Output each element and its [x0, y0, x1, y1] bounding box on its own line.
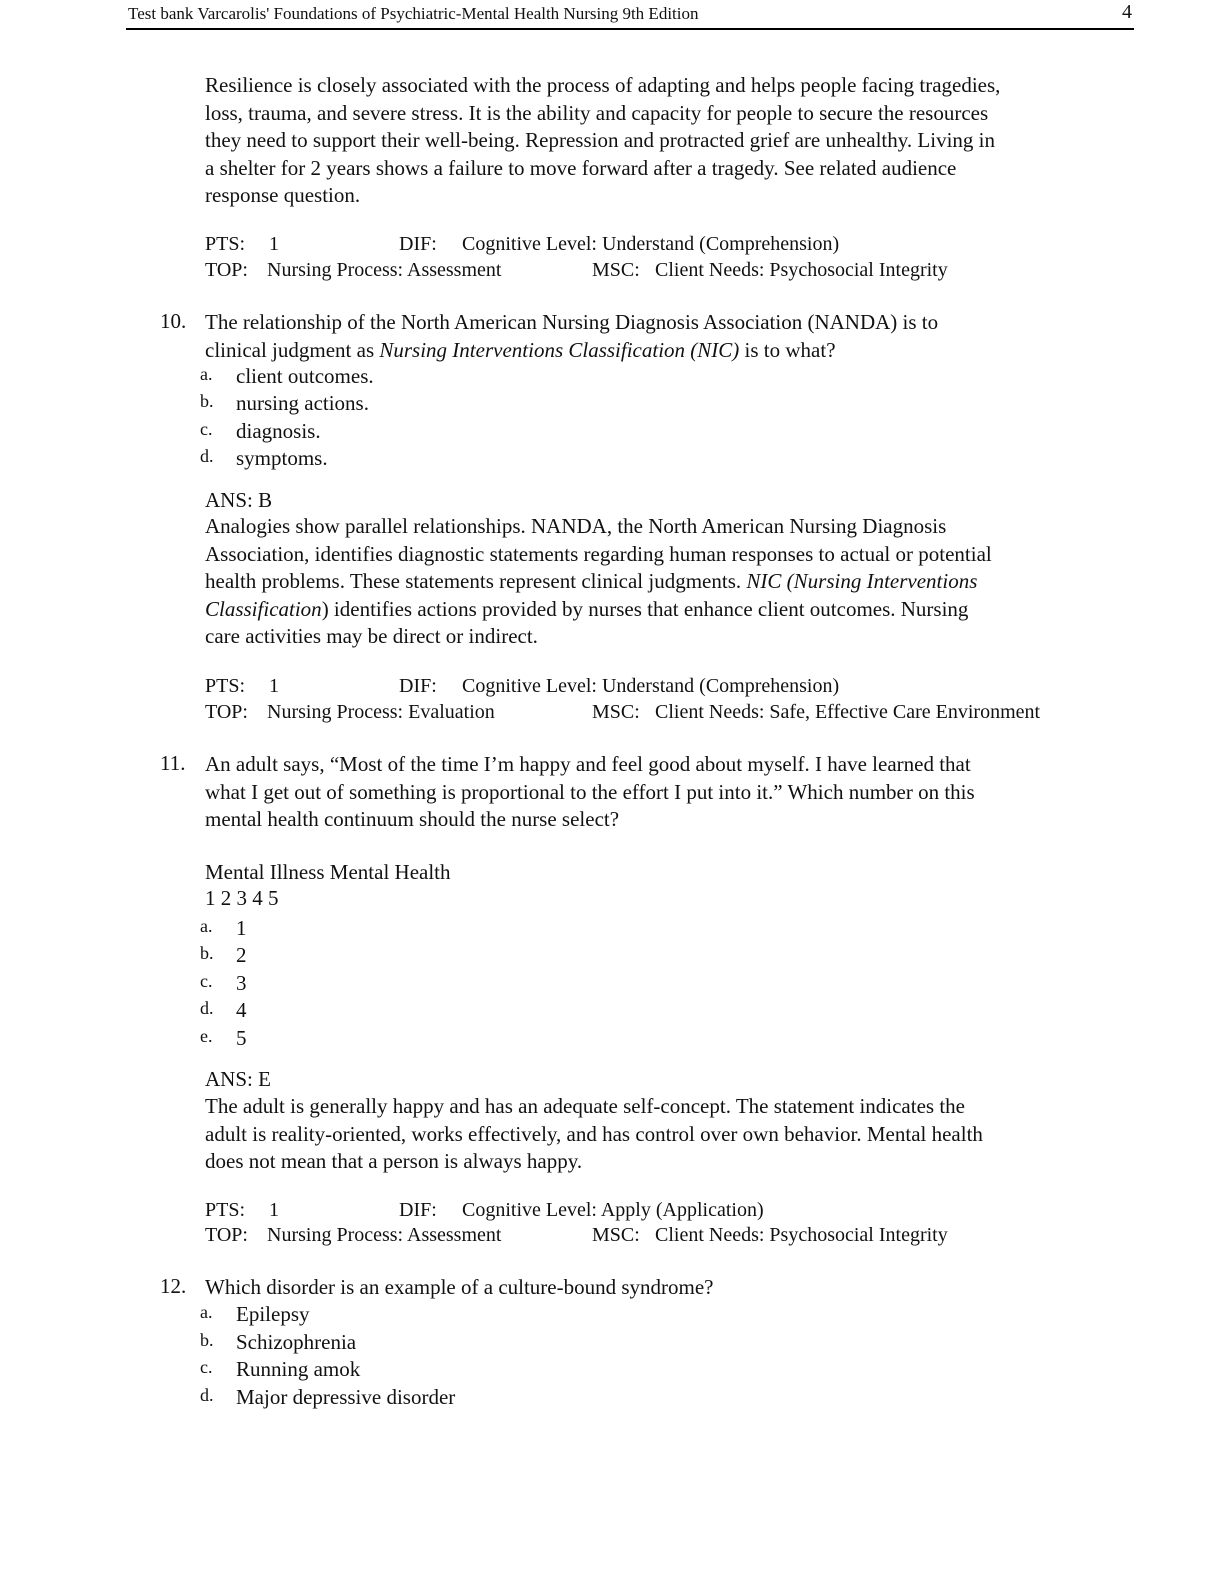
- msc-value: Client Needs: Safe, Effective Care Environment: [655, 701, 1041, 723]
- top-value: Nursing Process: Assessment: [267, 1224, 502, 1246]
- option-text: 4: [236, 998, 247, 1022]
- option-text: Running amok: [236, 1357, 361, 1381]
- option-text: 5: [236, 1026, 247, 1050]
- option-letter: d.: [200, 1385, 214, 1405]
- option-text: diagnosis.: [236, 419, 321, 443]
- italic-text: NIC (Nursing Interventions: [746, 569, 978, 593]
- dif-value: Cognitive Level: Understand (Comprehension): [462, 675, 840, 697]
- option-text: symptoms.: [236, 446, 328, 470]
- page-header: [126, 2, 1134, 30]
- question-number-10: 10.: [160, 309, 187, 333]
- top-value: Nursing Process: Evaluation: [267, 701, 495, 723]
- continuum-labels: Mental Illness Mental Health: [205, 860, 451, 884]
- dif-value: Cognitive Level: Apply (Application): [462, 1199, 764, 1221]
- option-text: client outcomes.: [236, 364, 374, 388]
- q10-rationale: [205, 513, 1105, 651]
- q11-rationale: [205, 1093, 1105, 1176]
- dif-label: DIF:: [399, 233, 437, 255]
- q9-meta-row-2: [205, 259, 1105, 285]
- page-number: 4: [1122, 1, 1132, 23]
- question-number-12: 12.: [160, 1274, 187, 1298]
- text-line: Resilience is closely associated with the process of adapting and helps people facing tragedies,: [205, 73, 1001, 97]
- pts-value: 1: [269, 1199, 279, 1221]
- option-text: 3: [236, 971, 247, 995]
- continuum-numbers: 1 2 3 4 5: [205, 886, 279, 910]
- top-label: TOP:: [205, 1224, 248, 1246]
- q9-meta-row-1: [205, 233, 1105, 259]
- text-run: health problems. These statements represent clinical judgments.: [205, 569, 747, 593]
- top-value: Nursing Process: Assessment: [267, 259, 502, 281]
- option-text: 1: [236, 916, 247, 940]
- pts-value: 1: [269, 233, 279, 255]
- option-text: Schizophrenia: [236, 1330, 357, 1354]
- text-line: The adult is generally happy and has an adequate self-concept. The statement indicates the: [205, 1094, 965, 1118]
- dif-label: DIF:: [399, 675, 437, 697]
- q10-stem: [205, 309, 1105, 364]
- q11-answer: ANS: E: [205, 1067, 271, 1091]
- q10-answer: ANS: B: [205, 488, 273, 512]
- msc-label: MSC:: [592, 259, 640, 281]
- q10-meta-row-2: [205, 701, 1105, 727]
- option-letter: d.: [200, 446, 214, 466]
- option-letter: c.: [200, 419, 213, 439]
- option-letter: a.: [200, 364, 213, 384]
- q11-meta-row-2: [205, 1224, 1105, 1250]
- text-line: loss, trauma, and severe stress. It is the ability and capacity for people to secure the resources: [205, 100, 989, 125]
- text-line: mental health continuum should the nurse select?: [205, 807, 620, 831]
- msc-label: MSC:: [592, 701, 640, 723]
- top-label: TOP:: [205, 701, 248, 723]
- q9-rationale: [205, 72, 1105, 210]
- option-text: Epilepsy: [236, 1302, 310, 1326]
- text-line: adult is reality-oriented, works effectively, and has control over own behavior. Mental health: [205, 1121, 983, 1146]
- top-label: TOP:: [205, 259, 248, 281]
- option-letter: b.: [200, 943, 214, 963]
- pts-label: PTS:: [205, 233, 246, 255]
- option-text: Major depressive disorder: [236, 1385, 456, 1409]
- option-letter: b.: [200, 391, 214, 411]
- q11-stem: [205, 751, 1105, 834]
- text-line: [205, 596, 1105, 624]
- text-line: An adult says, “Most of the time I’m happy and feel good about myself. I have learned that: [205, 752, 971, 776]
- q12-stem: [205, 1274, 1105, 1302]
- msc-value: Client Needs: Psychosocial Integrity: [655, 259, 948, 281]
- q11-meta-row-1: [205, 1199, 1105, 1225]
- text-line: does not mean that a person is always happy.: [205, 1149, 583, 1173]
- option-letter: a.: [200, 1302, 213, 1322]
- option-letter: a.: [200, 916, 213, 936]
- pts-label: PTS:: [205, 675, 246, 697]
- dif-label: DIF:: [399, 1199, 437, 1221]
- text-line: a shelter for 2 years shows a failure to move forward after a tragedy. See related audience: [205, 155, 957, 180]
- text-line: The relationship of the North American Nursing Diagnosis Association (NANDA) is to: [205, 310, 939, 334]
- option-letter: c.: [200, 1357, 213, 1377]
- option-letter: e.: [200, 1026, 213, 1046]
- dif-value: Cognitive Level: Understand (Comprehension): [462, 233, 840, 255]
- text-run: ) identifies actions provided by nurses that enhance client outcomes. Nursing: [321, 596, 969, 621]
- text-line: they need to support their well-being. Repression and protracted grief are unhealthy. Living in: [205, 128, 995, 152]
- document-title: Test bank Varcarolis' Foundations of Psychiatric-Mental Health Nursing 9th Edition: [128, 4, 699, 23]
- text-line: Analogies show parallel relationships. NANDA, the North American Nursing Diagnosis: [205, 514, 947, 538]
- pts-value: 1: [269, 675, 279, 697]
- option-text: 2: [236, 943, 247, 967]
- text-line: response question.: [205, 183, 361, 207]
- text-line: [205, 337, 1105, 365]
- italic-text: Nursing Interventions Classification (NIC): [379, 337, 740, 362]
- text-run: is to what?: [739, 337, 836, 362]
- text-line: Association, identifies diagnostic statements regarding human responses to actual or potential: [205, 541, 992, 566]
- option-text: nursing actions.: [236, 391, 369, 415]
- text-line: what I get out of something is proportional to the effort I put into it.” Which number on this: [205, 779, 975, 804]
- italic-text: Classification: [205, 596, 322, 621]
- q10-meta-row-1: [205, 675, 1105, 701]
- option-letter: d.: [200, 998, 214, 1018]
- option-letter: c.: [200, 971, 213, 991]
- question-number-11: 11.: [160, 751, 186, 775]
- msc-value: Client Needs: Psychosocial Integrity: [655, 1224, 948, 1246]
- text-line: care activities may be direct or indirect.: [205, 624, 538, 648]
- pts-label: PTS:: [205, 1199, 246, 1221]
- option-letter: b.: [200, 1330, 214, 1350]
- text-line: [205, 568, 1105, 596]
- text-run: clinical judgment as: [205, 337, 380, 362]
- text-line: Which disorder is an example of a culture-bound syndrome?: [205, 1275, 714, 1299]
- msc-label: MSC:: [592, 1224, 640, 1246]
